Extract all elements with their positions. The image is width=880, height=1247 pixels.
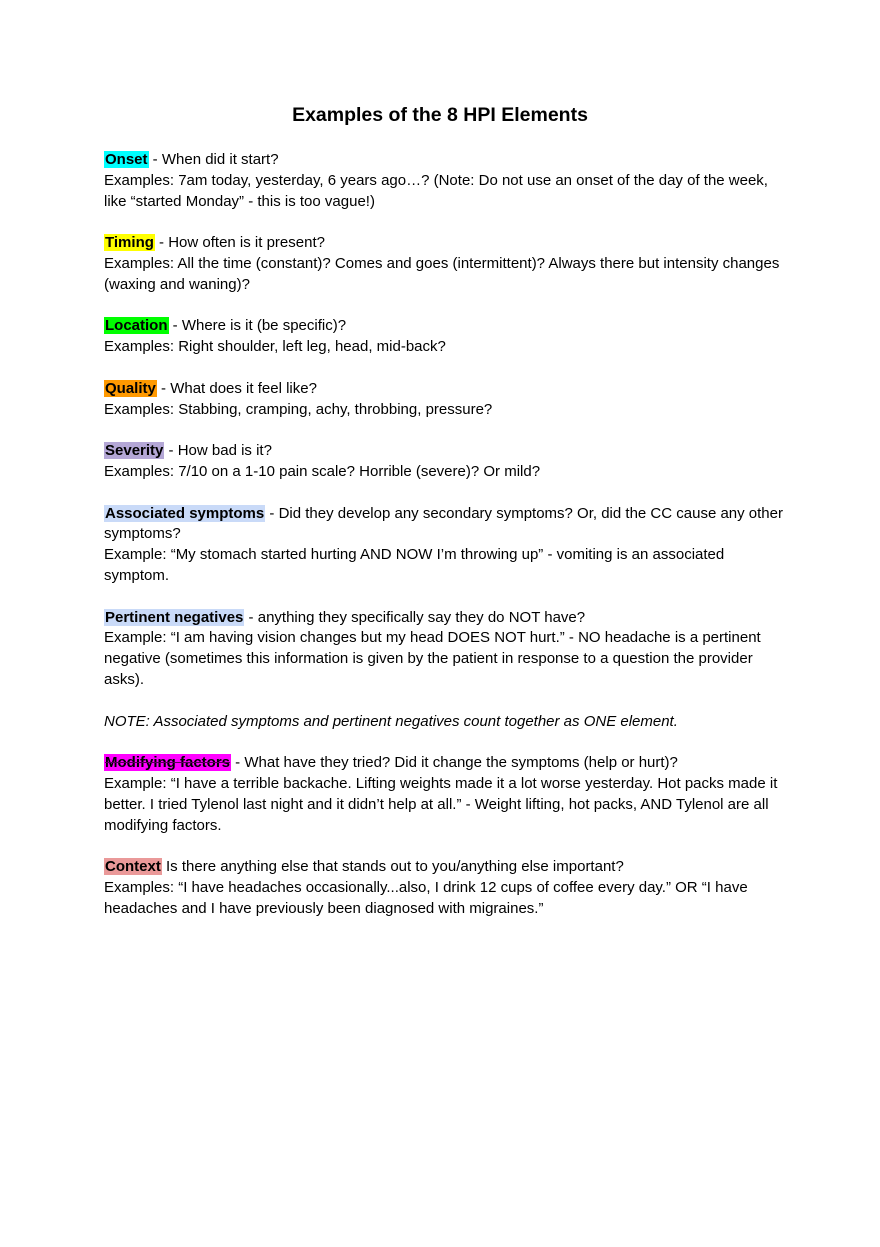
section-quality: [104, 379, 784, 421]
question-context: Is there anything else that stands out to you/anything else important?: [161, 858, 624, 876]
example-context: Examples: “I have headaches occasionally...also, I drink 12 cups of coffee every day.” OR “I have headaches and I have previously been diagnosed with migraines.”: [104, 878, 748, 917]
section-heading: [104, 504, 784, 546]
example-severity: Examples: 7/10 on a 1-10 pain scale? Horrible (severe)? Or mild?: [104, 462, 541, 480]
section-heading: [104, 753, 784, 774]
section-heading: [104, 316, 784, 337]
term-context: Context: [105, 858, 161, 876]
question-onset: - When did it start?: [148, 151, 279, 168]
example-associated-symptoms: Example: “My stomach started hurting AND NOW I’m throwing up” - vomiting is an associated symptom.: [104, 546, 725, 584]
section-heading: [104, 379, 784, 400]
question-timing: - How often is it present?: [154, 234, 325, 252]
section-heading: [104, 441, 784, 462]
question-associated-symptoms: - Did they develop any secondary symptoms? Or, did the CC cause any other symptoms?: [104, 504, 783, 543]
term-pertinent-negatives: Pertinent negatives: [105, 608, 244, 626]
section-pertinent-negatives: [104, 608, 784, 691]
example-onset: Examples: 7am today, yesterday, 6 years ago…? (Note: Do not use an onset of the day of the week, like “started Monday” - this is too vague!): [104, 171, 768, 210]
question-severity: - How bad is it?: [164, 442, 272, 460]
question-location: - Where is it (be specific)?: [168, 317, 347, 335]
question-modifying-factors: - What have they tried? Did it change the symptoms (help or hurt)?: [231, 754, 678, 772]
example-location: Examples: Right shoulder, left leg, head, mid-back?: [104, 338, 446, 356]
section-modifying-factors: [104, 753, 784, 836]
question-quality: - What does it feel like?: [156, 379, 317, 397]
example-pertinent-negatives: Example: “I am having vision changes but my head DOES NOT hurt.” - NO headache is a pertinent negative (sometimes this information is given by the patient in response to a question the provider asks).: [104, 629, 761, 688]
term-timing: Timing: [105, 234, 154, 252]
section-context: [104, 857, 784, 919]
note-text: NOTE: Associated symptoms and pertinent negatives count together as ONE element.: [104, 712, 678, 730]
section-onset: [104, 150, 784, 212]
document-body: [104, 150, 784, 940]
section-heading: [104, 857, 784, 878]
example-timing: Examples: All the time (constant)? Comes and goes (intermittent)? Always there but intensity changes (waxing and waning)?: [104, 254, 780, 293]
section-heading: [104, 608, 784, 629]
term-modifying-factors: Modifying factors: [105, 754, 231, 772]
term-location: Location: [105, 317, 168, 335]
example-quality: Examples: Stabbing, cramping, achy, throbbing, pressure?: [104, 400, 493, 418]
section-location: [104, 316, 784, 358]
section-associated-symptoms: [104, 504, 784, 587]
term-severity: Severity: [105, 442, 164, 460]
term-onset: Onset: [105, 151, 148, 168]
section-severity: [104, 441, 784, 483]
example-modifying-factors: Example: “I have a terrible backache. Lifting weights made it a lot worse yesterday. Hot packs made it better. I tried Tylenol last night and it didn’t help at all.” - Weight lifting, hot packs, AND Tylenol are all modifying factors.: [104, 774, 778, 834]
section-heading: [104, 150, 784, 171]
page-title: Examples of the 8 HPI Elements: [292, 104, 588, 126]
section-heading: [104, 233, 784, 254]
section-timing: [104, 233, 784, 295]
term-associated-symptoms: Associated symptoms: [105, 504, 265, 522]
question-pertinent-negatives: - anything they specifically say they do NOT have?: [244, 608, 586, 626]
term-quality: Quality: [105, 379, 156, 397]
